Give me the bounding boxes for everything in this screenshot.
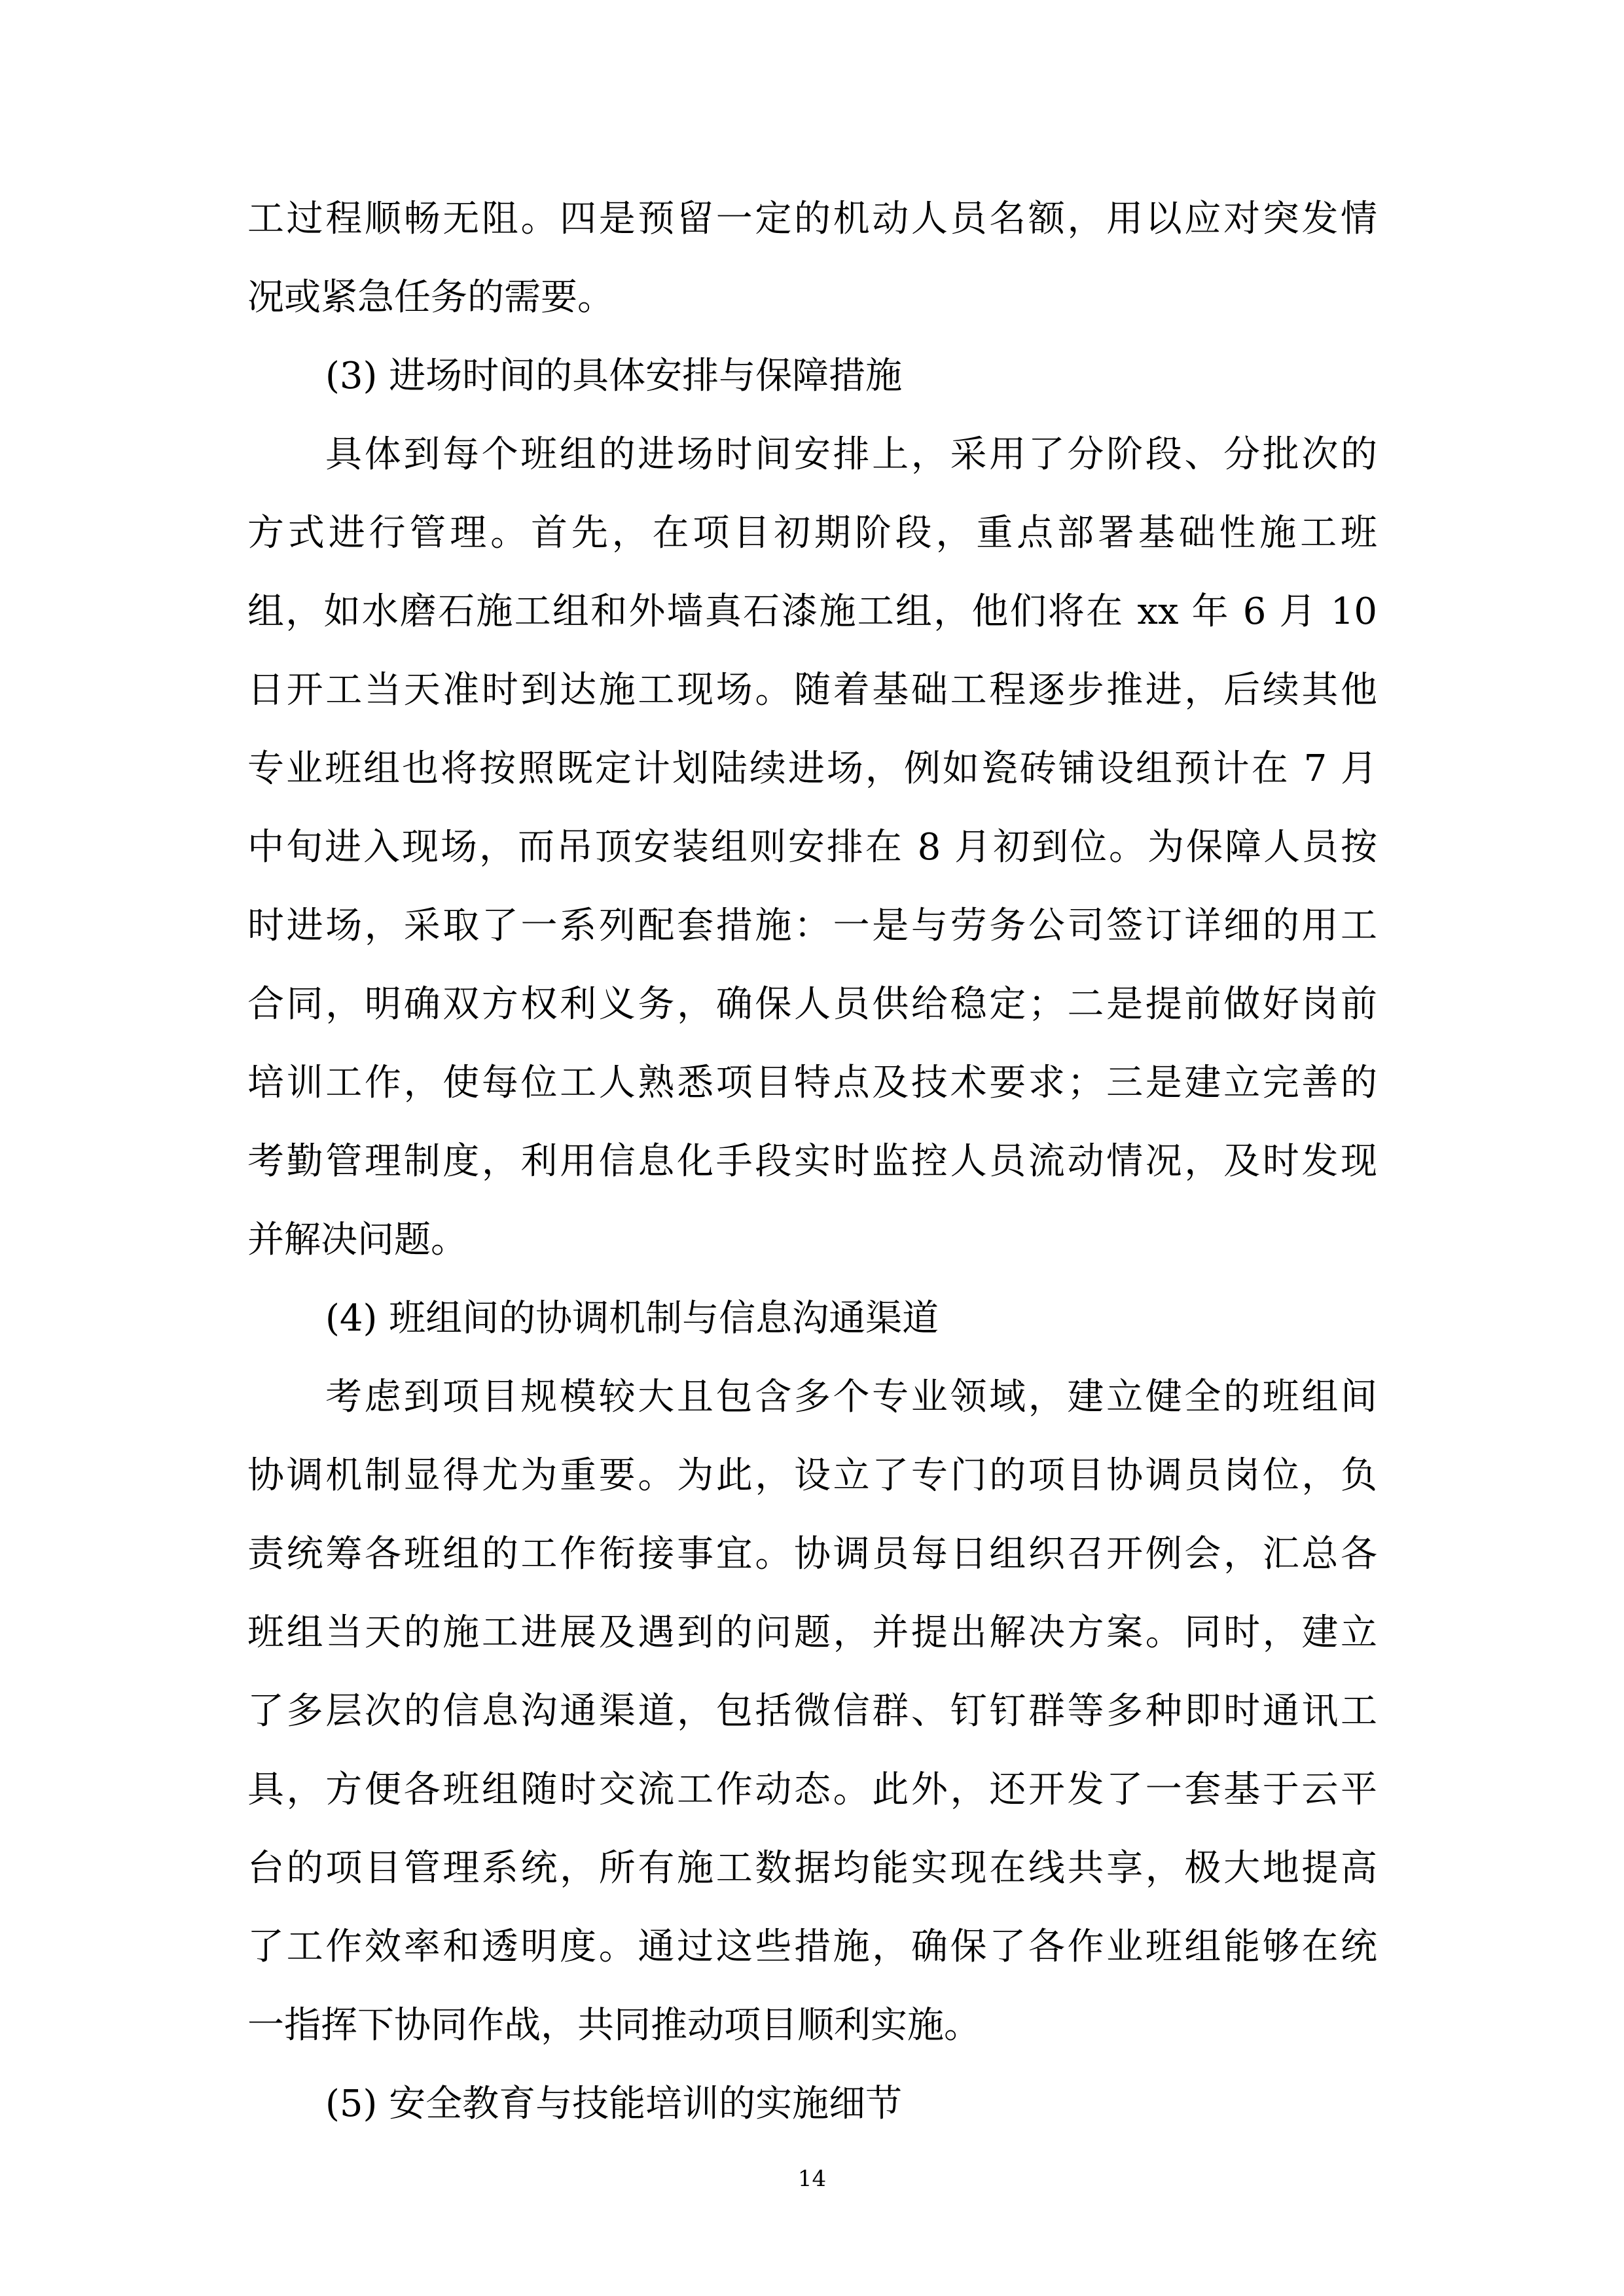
- body-line: 专业班组也将按照既定计划陆续进场，例如瓷砖铺设组预计在 7 月: [247, 747, 1377, 790]
- body-line: 协调机制显得尤为重要。为此，设立了专门的项目协调员岗位，负: [247, 1454, 1377, 1497]
- body-line: 了工作效率和透明度。通过这些措施，确保了各作业班组能够在统: [247, 1926, 1377, 1968]
- body-line: 工过程顺畅无阻。四是预留一定的机动人员名额，用以应对突发情: [247, 198, 1377, 240]
- page-number: 14: [797, 2166, 827, 2192]
- section-heading-5: (5) 安全教育与技能培训的实施细节: [325, 2083, 903, 2125]
- body-line: 台的项目管理系统，所有施工数据均能实现在线共享，极大地提高: [247, 1847, 1377, 1890]
- body-line: 培训工作，使每位工人熟悉项目特点及技术要求；三是建立完善的: [247, 1062, 1377, 1104]
- body-line: 并解决问题。: [247, 1219, 467, 1261]
- body-line: 合同，明确双方权利义务，确保人员供给稳定；二是提前做好岗前: [247, 983, 1377, 1026]
- body-line: 班组当天的施工进展及遇到的问题，并提出解决方案。同时，建立: [247, 1611, 1377, 1654]
- body-line: 日开工当天准时到达施工现场。随着基础工程逐步推进，后续其他: [247, 669, 1377, 711]
- body-line: 时进场，采取了一系列配套措施：一是与劳务公司签订详细的用工: [247, 905, 1377, 947]
- body-line: 方式进行管理。首先，在项目初期阶段，重点部署基础性施工班: [247, 512, 1377, 554]
- body-line: 一指挥下协同作战，共同推动项目顺利实施。: [247, 2004, 981, 2047]
- body-line: 具体到每个班组的进场时间安排上，采用了分阶段、分批次的: [325, 433, 1377, 476]
- body-line: 考虑到项目规模较大且包含多个专业领域，建立健全的班组间: [325, 1376, 1377, 1418]
- body-line: 考勤管理制度，利用信息化手段实时监控人员流动情况，及时发现: [247, 1140, 1377, 1183]
- body-line: 中旬进入现场，而吊顶安装组则安排在 8 月初到位。为保障人员按: [247, 826, 1377, 869]
- body-line: 具，方便各班组随时交流工作动态。此外，还开发了一套基于云平: [247, 1768, 1377, 1811]
- section-heading-4: (4) 班组间的协调机制与信息沟通渠道: [325, 1297, 939, 1340]
- body-line: 组，如水磨石施工组和外墙真石漆施工组，他们将在 xx 年 6 月 10: [247, 590, 1377, 633]
- body-line: 责统筹各班组的工作衔接事宜。协调员每日组织召开例会，汇总各: [247, 1533, 1377, 1575]
- body-line: 了多层次的信息沟通渠道，包括微信群、钉钉群等多种即时通讯工: [247, 1690, 1377, 1732]
- section-heading-3: (3) 进场时间的具体安排与保障措施: [325, 355, 903, 397]
- body-line: 况或紧急任务的需要。: [247, 276, 614, 319]
